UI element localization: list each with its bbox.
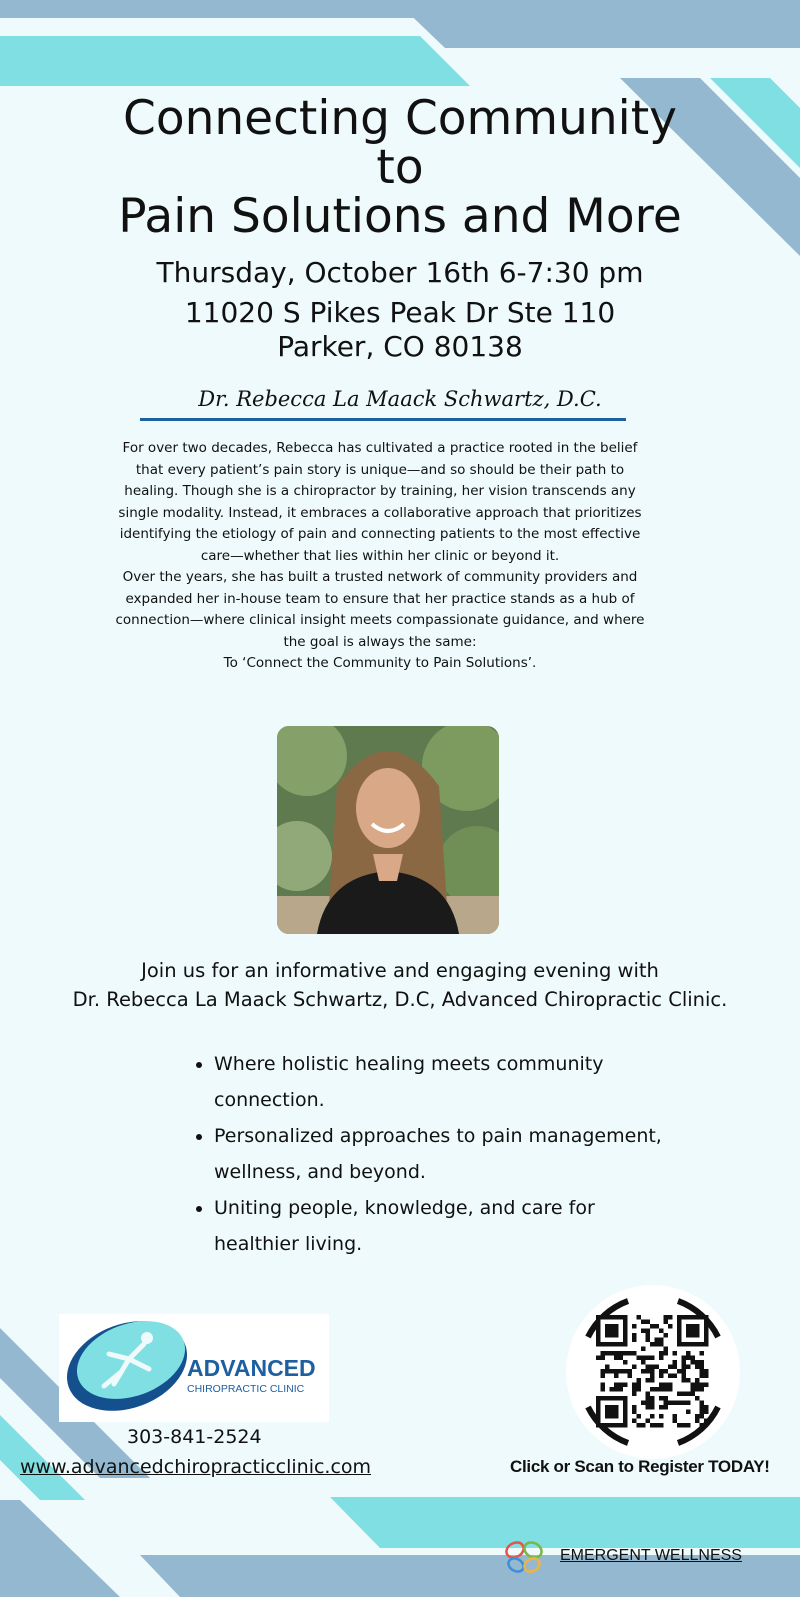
speaker-photo xyxy=(277,726,499,934)
address-line-1: 11020 S Pikes Peak Dr Ste 110 xyxy=(184,296,616,329)
event-title xyxy=(0,91,800,244)
bottom-left-corner-band xyxy=(0,1500,120,1597)
logo-text-advanced: ADVANCED xyxy=(187,1355,316,1381)
list-item: • Where holistic healing meets community connection. xyxy=(214,1046,674,1118)
invitation-line-1: Join us for an informative and engaging evening with xyxy=(141,959,659,982)
divider xyxy=(140,418,626,421)
clinic-phone[interactable]: 303-841-2524 xyxy=(127,1426,262,1448)
logo-text-clinic: CHIROPRACTIC CLINIC xyxy=(187,1383,305,1395)
qr-code[interactable] xyxy=(566,1285,740,1459)
emergent-wellness-label[interactable]: EMERGENT WELLNESS xyxy=(560,1547,742,1564)
bio-paragraph-3: To ‘Connect the Community to Pain Solutions’. xyxy=(223,655,537,671)
bio-paragraph-1: For over two decades, Rebecca has cultivated a practice rooted in the belief that every patient’s pain story is unique—and so should be their path to healing. Though she is a chiropractor by training, her vision transcends any single modality. Instead, it embraces a collaborative approach that prioritizes identifying the etiology of pain and connecting patients to the most effective care—whether that lies within her clinic or beyond it. xyxy=(118,440,642,564)
top-right-blue-band xyxy=(395,0,800,48)
invitation xyxy=(0,956,800,1014)
clinic-logo[interactable] xyxy=(59,1314,329,1422)
register-call-to-action[interactable]: Click or Scan to Register TODAY! xyxy=(510,1457,770,1476)
bio-paragraph-2: Over the years, she has built a trusted network of community providers and expanded her in-house team to ensure that her practice stands as a hub of connection—where clinical insight meets compassionate guidance, and where the goal is always the same: xyxy=(115,569,645,650)
title-line-1: Connecting Community xyxy=(123,91,677,146)
speaker-name: Dr. Rebecca La Maack Schwartz, D.C. xyxy=(198,387,602,411)
event-date-time: Thursday, October 16th 6-7:30 pm xyxy=(156,256,644,289)
list-item: • Uniting people, knowledge, and care for healthier living. xyxy=(214,1190,674,1262)
list-item: • Personalized approaches to pain management, wellness, and beyond. xyxy=(214,1118,674,1190)
address-line-2: Parker, CO 80138 xyxy=(277,330,523,363)
butterfly-logo-icon xyxy=(503,1538,547,1578)
qr-code-icon xyxy=(596,1315,709,1428)
event-address xyxy=(0,296,800,364)
benefits-list xyxy=(190,1046,674,1262)
invitation-line-2: Dr. Rebecca La Maack Schwartz, D.C, Advanced Chiropractic Clinic. xyxy=(72,988,728,1011)
top-left-teal-band xyxy=(0,36,470,86)
title-line-2: to xyxy=(376,140,424,195)
speaker-bio xyxy=(110,438,650,675)
title-line-3: Pain Solutions and More xyxy=(118,189,682,244)
clinic-website-link[interactable]: www.advancedchiropracticclinic.com xyxy=(20,1456,372,1478)
